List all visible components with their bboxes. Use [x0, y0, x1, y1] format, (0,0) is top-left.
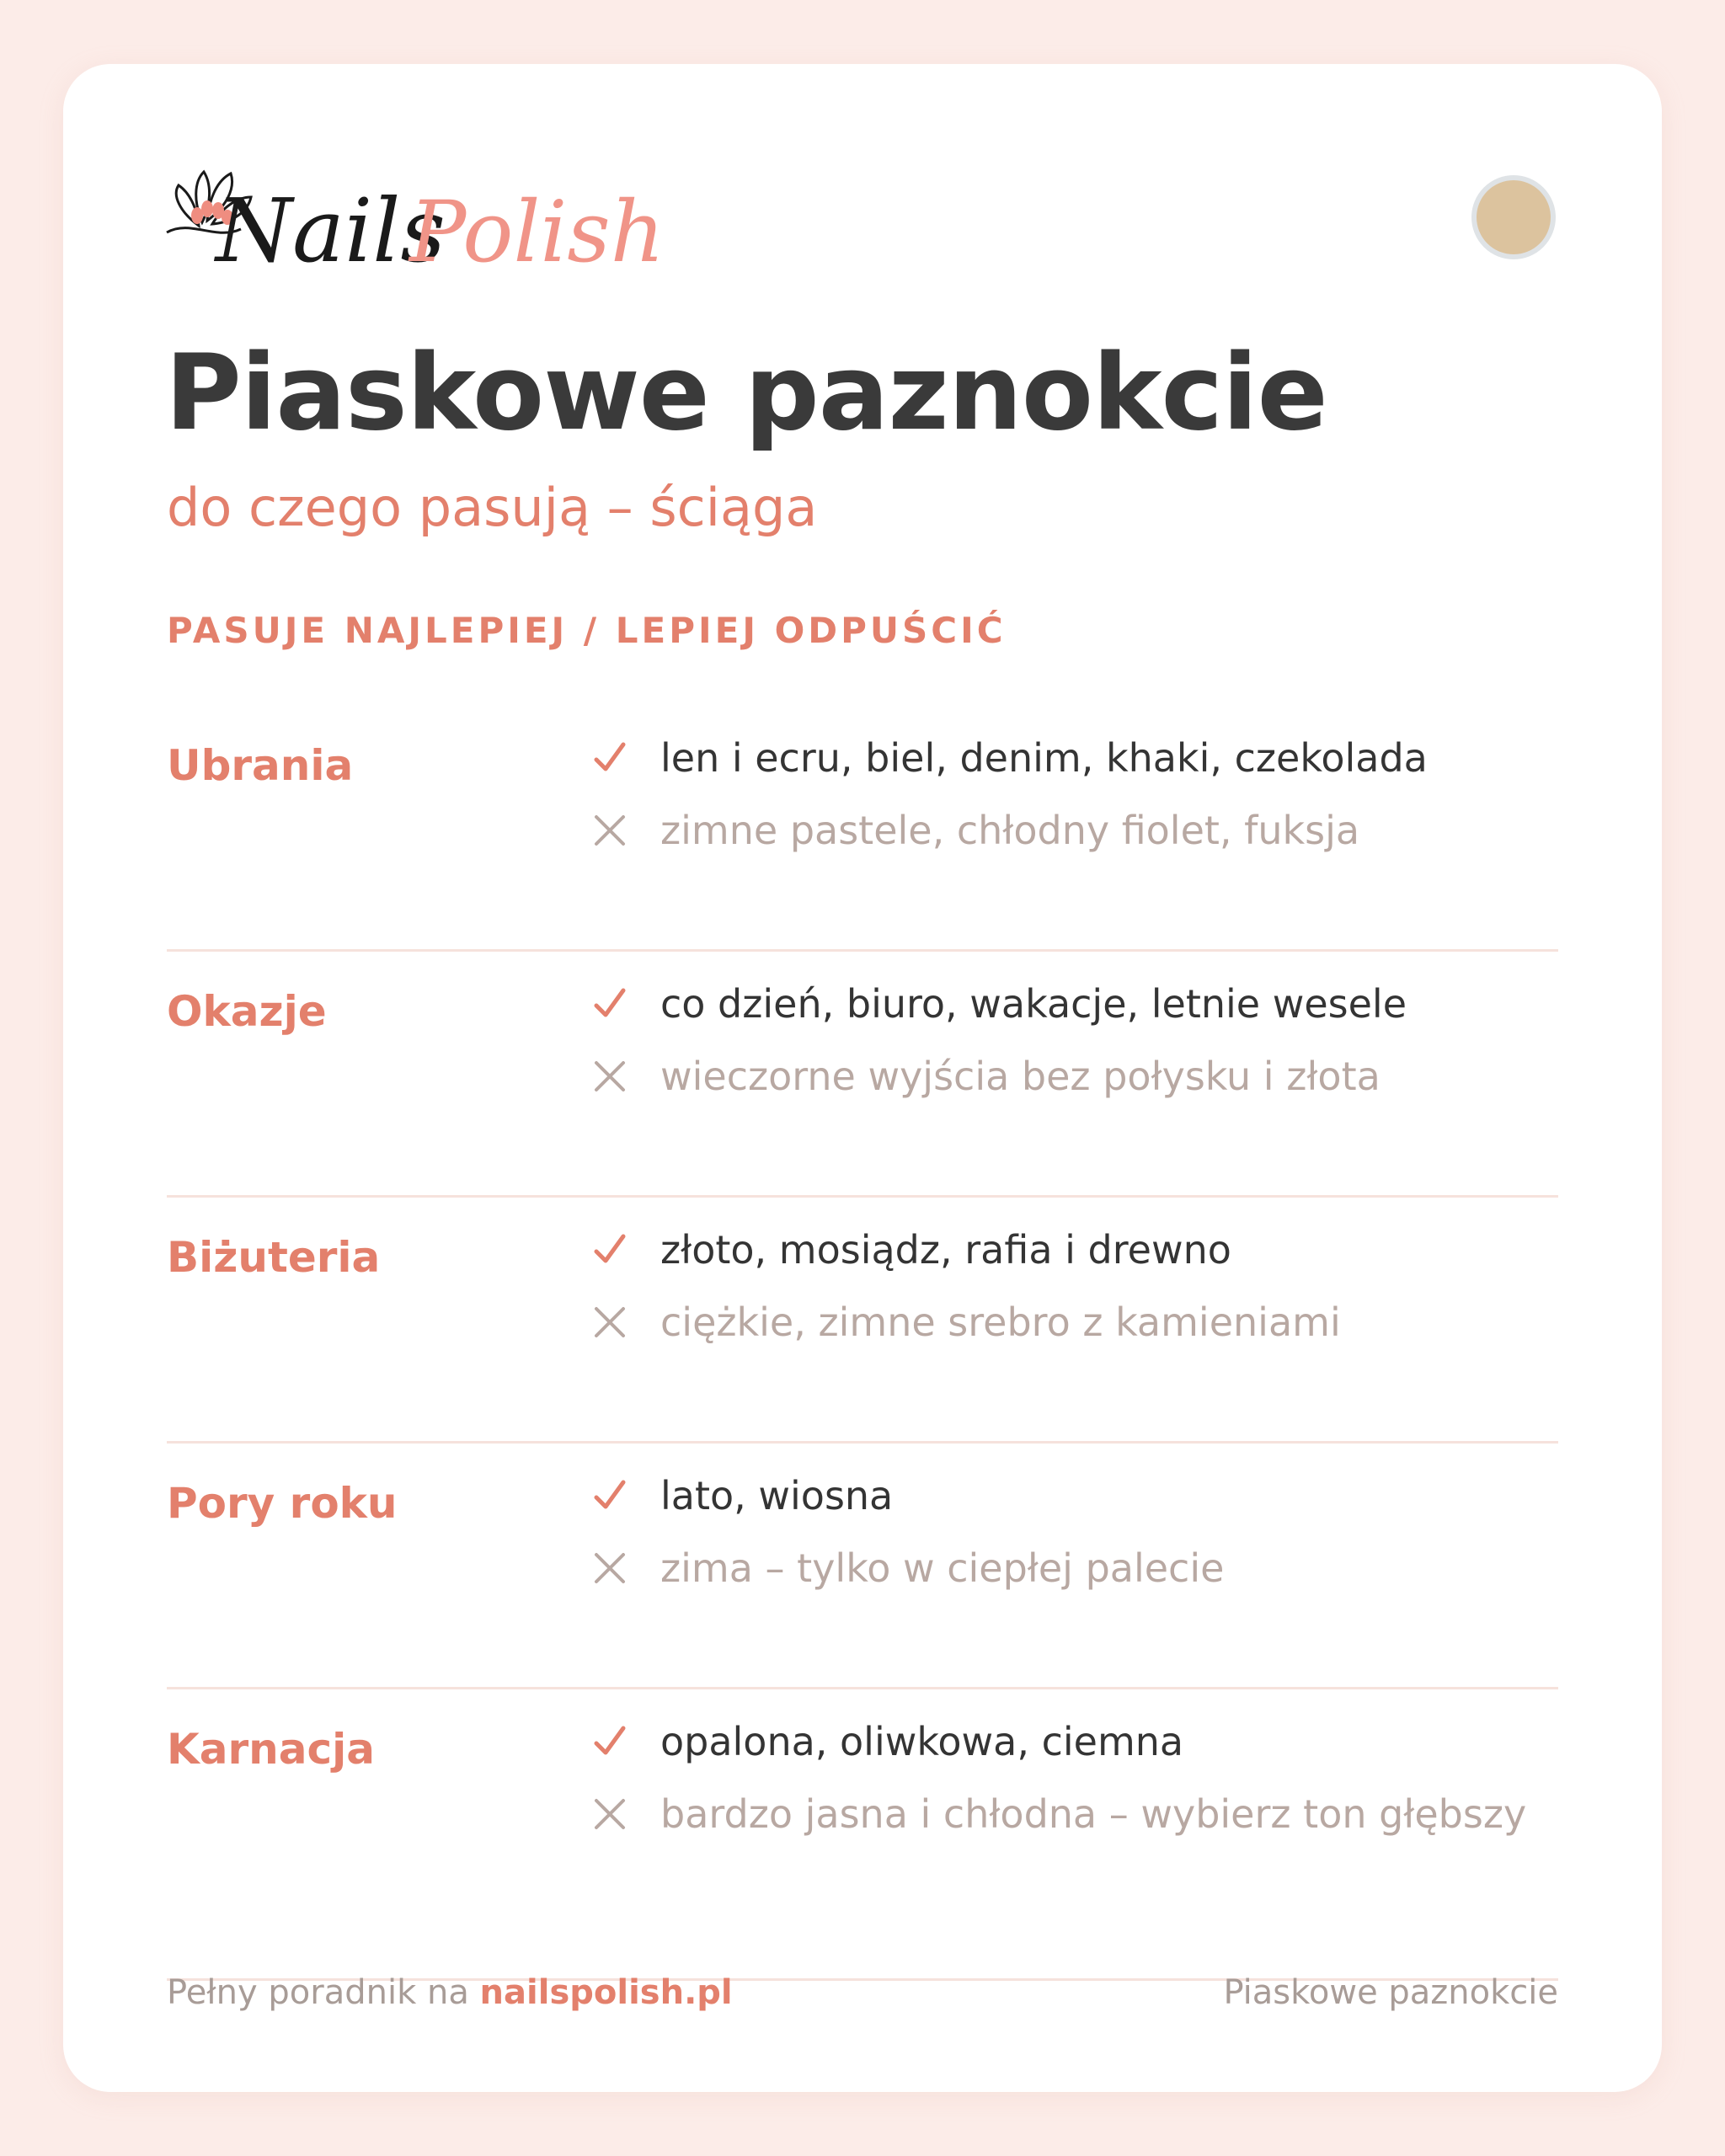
- pairing-list: [167, 706, 1558, 1981]
- page-title: Piaskowe paznokcie: [165, 333, 1327, 454]
- good-text: len i ecru, biel, denim, khaki, czekolada: [660, 735, 1428, 781]
- bad-line: [591, 805, 1359, 856]
- list-item: [167, 952, 1558, 1198]
- good-text: co dzień, biuro, wakacje, letnie wesele: [660, 981, 1407, 1027]
- website-link[interactable]: nailspolish.pl: [479, 1973, 733, 2012]
- cross-icon: [591, 1550, 628, 1587]
- good-line: [591, 1470, 893, 1521]
- bad-text: bardzo jasna i chłodna – wybierz ton głębszy: [660, 1791, 1527, 1837]
- cross-icon: [591, 1058, 628, 1095]
- row-title: Pory roku: [167, 1479, 398, 1528]
- row-title: Ubrania: [167, 741, 354, 790]
- check-icon: [591, 1477, 628, 1514]
- good-line: [591, 733, 1428, 783]
- bad-line: [591, 1051, 1381, 1102]
- good-line: [591, 1225, 1231, 1275]
- good-line: [591, 1716, 1183, 1767]
- row-title: Okazje: [167, 987, 327, 1036]
- row-title: Biżuteria: [167, 1233, 381, 1282]
- brand-name-part1: Nails: [216, 179, 446, 278]
- good-text: opalona, oliwkowa, ciemna: [660, 1719, 1184, 1764]
- list-item: [167, 706, 1558, 952]
- brand-name-part2: Polish: [409, 183, 665, 278]
- list-item: [167, 1689, 1558, 1981]
- bad-text: ciężkie, zimne srebro z kamieniami: [660, 1299, 1341, 1345]
- color-swatch: [1471, 175, 1556, 259]
- list-item: [167, 1444, 1558, 1689]
- good-text: złoto, mosiądz, rafia i drewno: [660, 1227, 1231, 1273]
- footer-note: [167, 1973, 733, 2012]
- section-label: PASUJE NAJLEPIEJ / LEPIEJ ODPUŚCIĆ: [167, 610, 1007, 651]
- good-text: lato, wiosna: [660, 1473, 894, 1518]
- check-icon: [591, 1723, 628, 1760]
- list-item: [167, 1198, 1558, 1444]
- nailspolish-logo: [165, 160, 670, 278]
- bad-text: wieczorne wyjścia bez połysku i złota: [660, 1054, 1381, 1099]
- bad-text: zimne pastele, chłodny fiolet, fuksja: [660, 808, 1360, 853]
- footer-title: Piaskowe paznokcie: [1223, 1973, 1558, 2012]
- page-subtitle: do czego pasują – ściąga: [167, 477, 818, 538]
- footer-prefix: Pełny poradnik na: [167, 1973, 480, 2012]
- check-icon: [591, 1231, 628, 1268]
- good-line: [591, 979, 1407, 1029]
- bad-line: [591, 1297, 1341, 1348]
- check-icon: [591, 985, 628, 1022]
- bad-line: [591, 1789, 1526, 1839]
- cross-icon: [591, 812, 628, 849]
- bad-text: zima – tylko w ciepłej palecie: [660, 1545, 1225, 1591]
- check-icon: [591, 739, 628, 776]
- row-title: Karnacja: [167, 1725, 375, 1774]
- cross-icon: [591, 1304, 628, 1341]
- cross-icon: [591, 1796, 628, 1833]
- bad-line: [591, 1543, 1224, 1593]
